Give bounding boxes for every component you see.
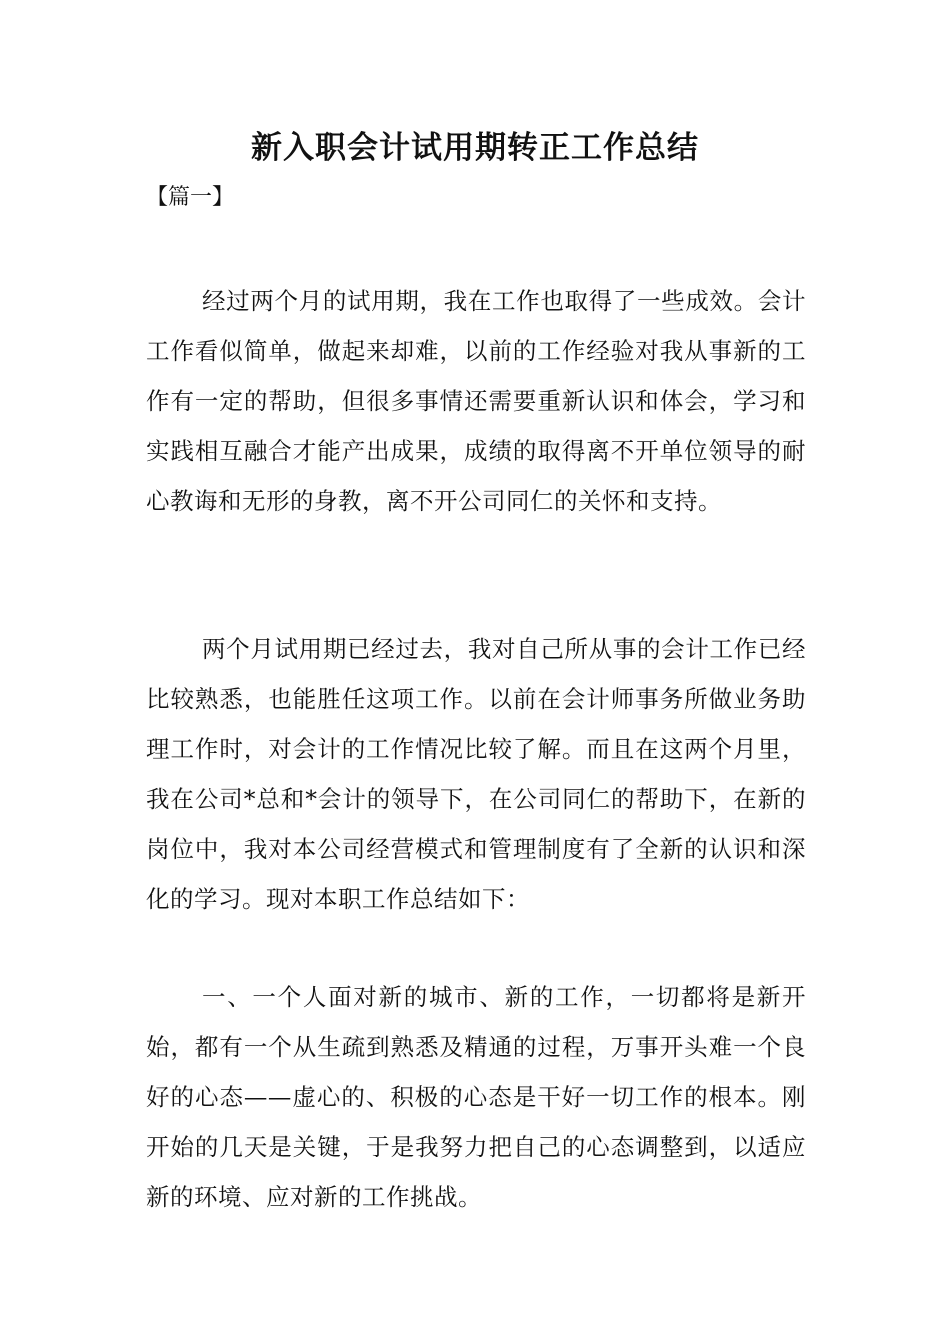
- paragraph-1: 经过两个月的试用期，我在工作也取得了一些成效。会计工作看似简单，做起来却难，以前的工作经验对我从事新的工作有一定的帮助，但很多事情还需要重新认识和体会，学习和实践相互融合才能产出成果，成绩的取得离不开单位领导的耐心教诲和无形的身教，离不开公司同仁的关怀和支持。: [146, 287, 806, 515]
- document-title: 新入职会计试用期转正工作总结: [251, 130, 699, 166]
- paragraph-3: 一、一个人面对新的城市、新的工作，一切都将是新开始，都有一个从生疏到熟悉及精通的过程，万事开头难一个良好的心态——虚心的、积极的心态是干好一切工作的根本。刚开始的几天是关键，于是我努力把自己的心态调整到，以适应新的环境、应对新的工作挑战。: [146, 983, 806, 1211]
- paragraph-2: 两个月试用期已经过去，我对自己所从事的会计工作已经比较熟悉，也能胜任这项工作。以前在会计师事务所做业务助理工作时，对会计的工作情况比较了解。而且在这两个月里，我在公司*总和*会计的领导下，在公司同仁的帮助下，在新的岗位中，我对本公司经营模式和管理制度有了全新的认识和深化的学习。现对本职工作总结如下：: [146, 635, 806, 913]
- section-tag: 【篇一】: [146, 185, 235, 210]
